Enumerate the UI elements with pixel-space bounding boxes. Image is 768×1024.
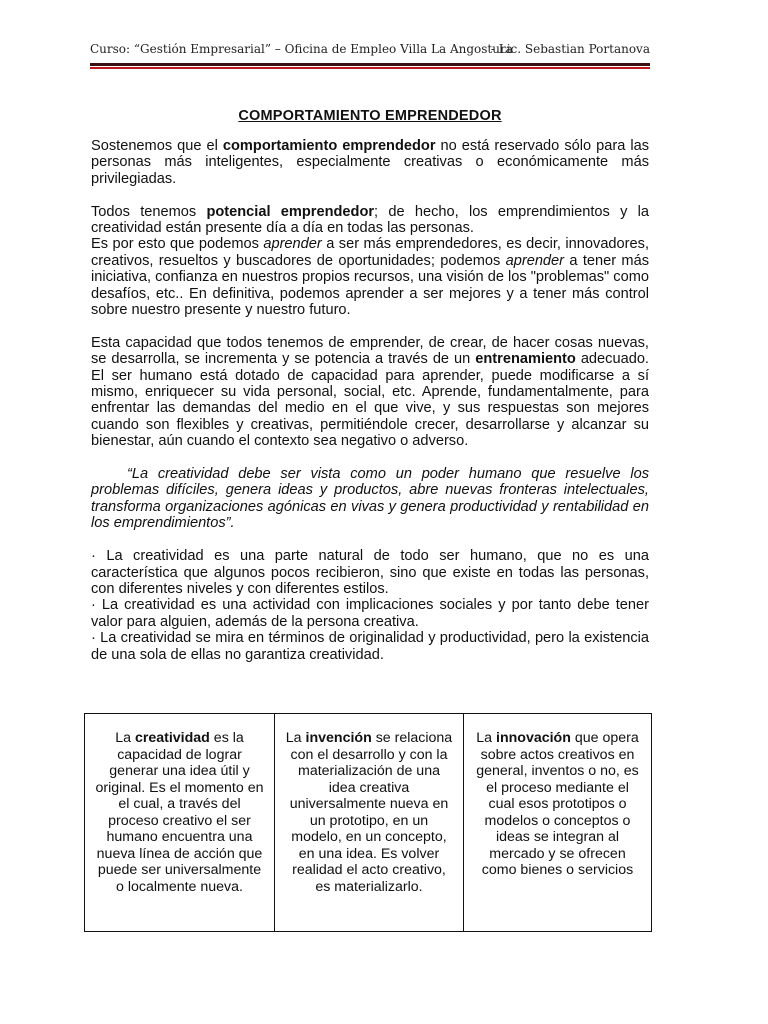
bullet-item: · La creatividad se mira en términos de originalidad y productividad, pero la existencia de una sola de ellas no garantiza creatividad. [91, 630, 649, 663]
cell-innovacion [463, 714, 651, 931]
text: que opera sobre actos creativos en general, inventos o no, es el proceso mediante el cual esos prototipos o modelos o conceptos o ideas se integran al mercado y se ofrecen como bienes o servicios [476, 730, 639, 878]
text: a ser más emprendedores, es decir, innovadores, creativos, resueltos y buscadores de oportunidades; podemos [91, 236, 649, 269]
text: La [285, 730, 306, 746]
text: La [476, 730, 496, 746]
header-rule-red [90, 67, 650, 69]
text: es la capacidad de lograr generar una idea útil y original. Es el momento en el cual, a través del proceso creativo el ser humano encuentra una nueva línea de acción que puede ser universalmente o localmente nueva. [95, 730, 264, 895]
text: ; de hecho, los emprendimientos y la creatividad están presente día a día en todas las personas. [91, 203, 650, 237]
document-title: COMPORTAMIENTO EMPRENDEDOR [238, 108, 502, 124]
text: no está reservado sólo para las personas más inteligentes, especialmente creativas o económicamente más privilegiadas. [91, 138, 649, 187]
header-author: - Lic. Sebastian Portanova [490, 42, 650, 56]
cell-invencion [274, 714, 463, 931]
text: Todos tenemos [91, 203, 207, 220]
bold-term: creatividad [134, 730, 210, 746]
paragraph-training [91, 335, 649, 450]
creativity-quote: “La creatividad debe ser vista como un poder humano que resuelve los problemas difíciles, genera ideas y productos, abre nuevas fronteras intelectuales, transforma organizaciones agónicas en vivas y genera productividad y rentabilidad en los emprendimientos”. [91, 466, 649, 532]
bold-term: entrenamiento [475, 351, 576, 368]
text: Es por esto que podemos [91, 236, 264, 253]
text: adecuado. El ser humano está dotado de capacidad para aprender, puede modificarse a sí mismo, enriquecer su vida personal, social, etc. Aprende, fundamentalmente, para enfrentar las demandas del medio en el que vive, y sus respuestas son mejores cuando son flexibles y creativas, permitiéndole crecer, desarrollarse y alcanzar su bienestar, aún cuando el contexto sea negativo o adverso. [91, 351, 649, 450]
paragraph-potential [91, 204, 649, 237]
document-body [91, 138, 649, 663]
page-header [90, 42, 650, 62]
text: a tener más iniciativa, confianza en nuestros propios recursos, una visión de los "problemas" como desafíos, etc.. En definitiva, podemos aprender a ser mejores y a tener más control sobre nuestro presente y nuestro futuro. [91, 252, 649, 319]
text: se relaciona con el desarrollo y con la materialización de una idea creativa universalmente nueva en un prototipo, en un modelo, en un concepto, en una idea. Es volver realidad el acto creativo, es materializarlo. [289, 730, 453, 895]
bold-term: invención [305, 730, 372, 746]
definitions-table [84, 713, 652, 932]
bold-term: innovación [496, 730, 571, 746]
bullet-item: · La creatividad es una actividad con implicaciones sociales y por tanto debe tener valor para alguien, además de la persona creativa. [91, 597, 649, 630]
paragraph-intro [91, 138, 649, 187]
paragraph-learning [91, 236, 649, 318]
text: La [115, 730, 135, 746]
text: Sostenemos que el [91, 138, 223, 154]
header-course: Curso: “Gestión Empresarial” – Oficina de Empleo Villa La Angostura [90, 42, 513, 56]
bold-term: comportamiento emprendedor [222, 138, 436, 154]
italic-term: aprender [263, 236, 322, 253]
bullet-item: · La creatividad es una parte natural de todo ser humano, que no es una característica que algunos pocos recibieron, sino que existe en todas las personas, con diferentes niveles y con diferentes estilos. [91, 548, 649, 597]
header-rule-dark [90, 63, 650, 66]
text: Esta capacidad que todos tenemos de emprender, de crear, de hacer cosas nuevas, se desarrolla, se incrementa y se potencia a través de un [91, 334, 649, 368]
cell-creatividad [85, 714, 274, 931]
italic-term: aprender [505, 252, 565, 269]
bold-term: potencial emprendedor [206, 203, 375, 220]
